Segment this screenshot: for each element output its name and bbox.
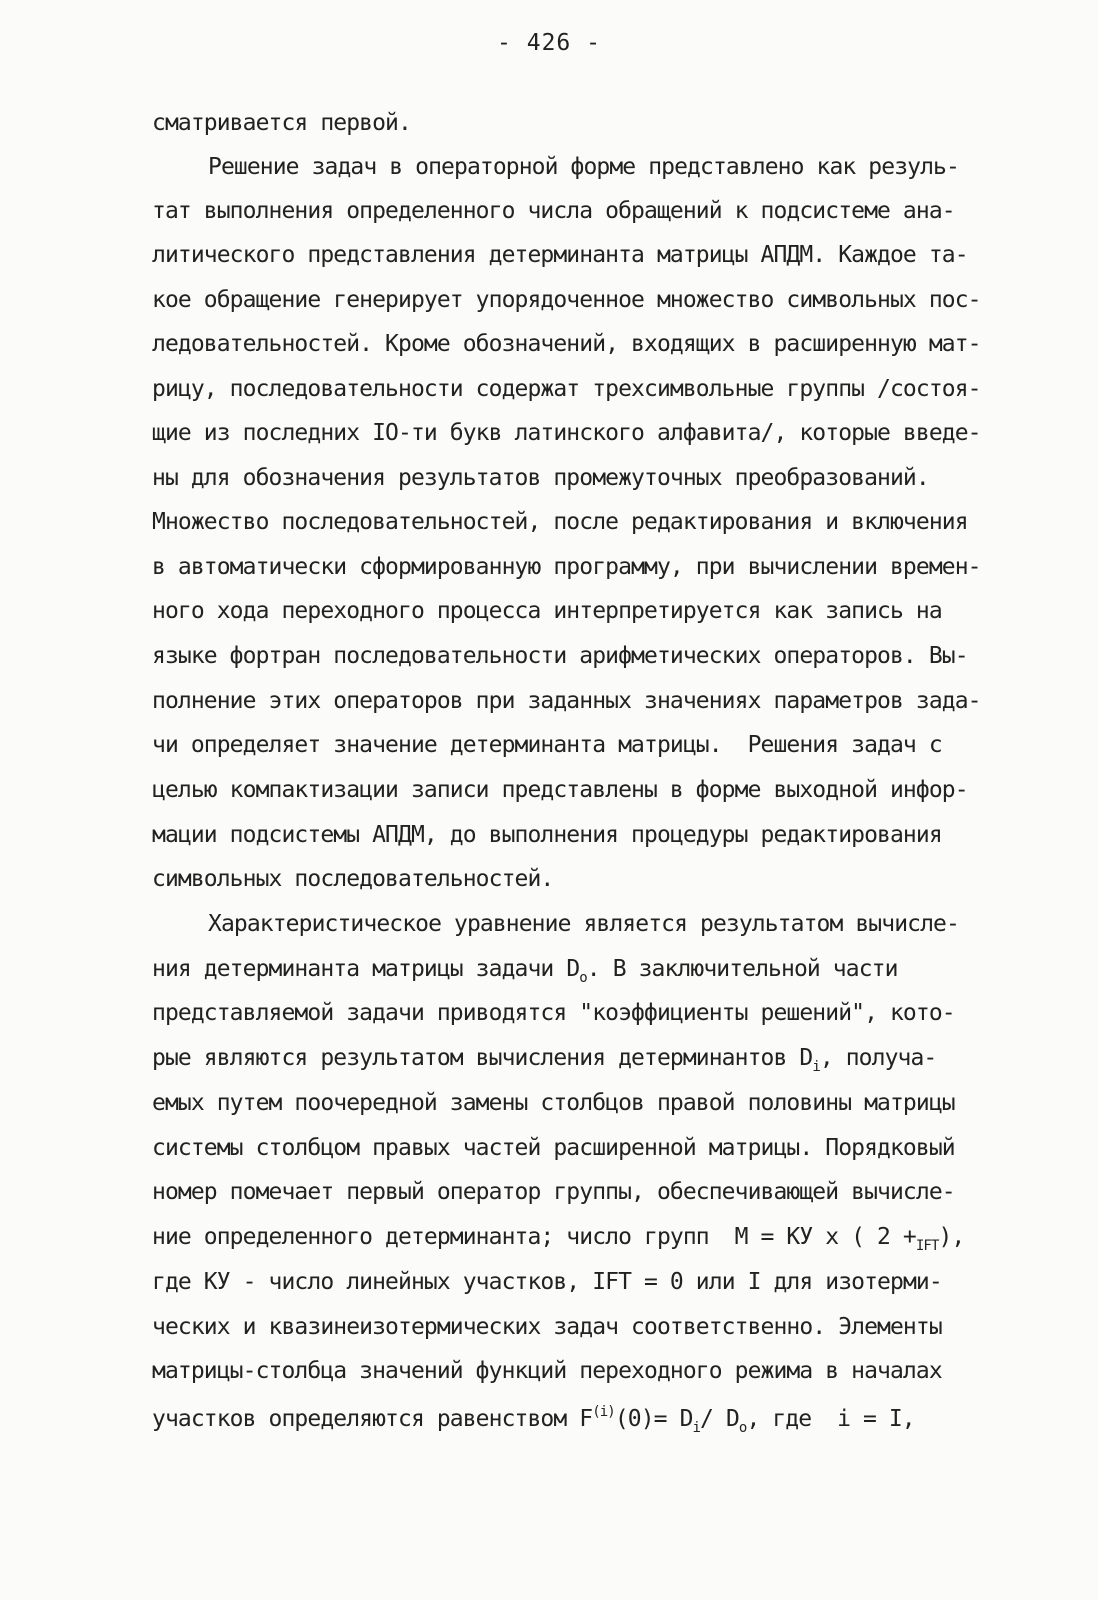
text-line: щие из последних IO-ти букв латинского алфавита/, которые введе-	[152, 420, 981, 446]
text-line: сматривается первой.	[152, 110, 411, 136]
math-superscript: (i)	[592, 1404, 615, 1420]
text-line: символьных последовательностей.	[152, 866, 554, 892]
text-line: ческих и квазинеизотермических задач соответственно. Элементы	[152, 1314, 942, 1340]
text-line: языке фортран последовательности арифметических операторов. Вы-	[152, 643, 968, 669]
text-line: номер помечает первый оператор группы, обеспечивающей вычисле-	[152, 1179, 955, 1205]
page-number: - 426 -	[497, 30, 601, 56]
text-line: системы столбцом правых частей расширенной матрицы. Порядковый	[152, 1135, 955, 1161]
text-line: чи определяет значение детерминанта матрицы. Решения задач с	[152, 732, 942, 758]
text-line: ны для обозначения результатов промежуточных преобразований.	[152, 465, 929, 491]
line-tail: , получа-	[819, 1045, 937, 1071]
text-line: рицу, последовательности содержат трехсимвольные группы /состоя-	[152, 376, 981, 402]
text-line: в автоматически сформированную программу, при вычислении времен-	[152, 554, 981, 580]
text-line: кое обращение генерирует упорядоченное множество символьных пос-	[152, 287, 981, 313]
math-subscript-ift: IFT	[915, 1238, 939, 1254]
math-subscript: i	[692, 1420, 701, 1436]
text-line: Характеристическое уравнение является результатом вычисле-	[208, 911, 959, 937]
text-line	[152, 1404, 915, 1437]
line-tail: , где i = I,	[746, 1406, 915, 1432]
line-text: рые являются результатом вычисления детерминантов	[152, 1045, 800, 1071]
text-line	[152, 1043, 936, 1076]
math-symbol-d: D	[799, 1045, 813, 1071]
line-text: где КУ - число линейных участков,	[152, 1269, 593, 1295]
text-line: ледовательностей. Кроме обозначений, входящих в расширенную мат-	[152, 331, 981, 357]
math-argument: (0)=	[614, 1406, 680, 1432]
text-line: полнение этих операторов при заданных значениях параметров зада-	[152, 688, 981, 714]
text-line: литического представления детерминанта матрицы АПДМ. Каждое та-	[152, 242, 968, 268]
math-slash: /	[700, 1406, 726, 1432]
math-subscript: o	[738, 1420, 747, 1436]
text-line: Решение задач в операторной форме представлено как резуль-	[208, 154, 959, 180]
math-symbol-f: F	[579, 1406, 593, 1432]
text-line: тат выполнения определенного числа обращений к подсистеме ана-	[152, 198, 955, 224]
line-text: ния детерминанта матрицы задачи	[152, 956, 567, 982]
line-text: ние определенного детерминанта; число групп M = КУ x ( 2 +	[152, 1224, 916, 1250]
line-text: участков определяются равенством	[152, 1406, 580, 1432]
line-tail: = 0 или I для изотерми-	[631, 1269, 942, 1295]
text-line	[152, 1267, 942, 1297]
text-line	[152, 1222, 964, 1255]
text-line: мации подсистемы АПДМ, до выполнения процедуры редактирования	[152, 822, 942, 848]
math-symbol-d: D	[725, 1406, 739, 1432]
text-line	[152, 954, 898, 987]
text-line: емых путем поочередной замены столбцов правой половины матрицы	[152, 1090, 955, 1116]
line-tail: ),	[938, 1224, 965, 1250]
math-symbol-ift: IFT	[592, 1269, 632, 1295]
text-line: Множество последовательностей, после редактирования и включения	[152, 509, 968, 535]
math-subscript: i	[812, 1059, 820, 1075]
math-symbol-d: D	[679, 1406, 693, 1432]
text-line: целью компактизации записи представлены в форме выходной инфор-	[152, 777, 968, 803]
text-line: представляемой задачи приводятся "коэффициенты решений", кото-	[152, 1000, 955, 1026]
text-line: ного хода переходного процесса интерпретируется как запись на	[152, 598, 942, 624]
line-tail: . В заключительной части	[586, 956, 898, 982]
math-subscript: o	[579, 970, 587, 986]
math-symbol-d: D	[566, 956, 580, 982]
text-line: матрицы-столбца значений функций переходного режима в началах	[152, 1358, 942, 1384]
